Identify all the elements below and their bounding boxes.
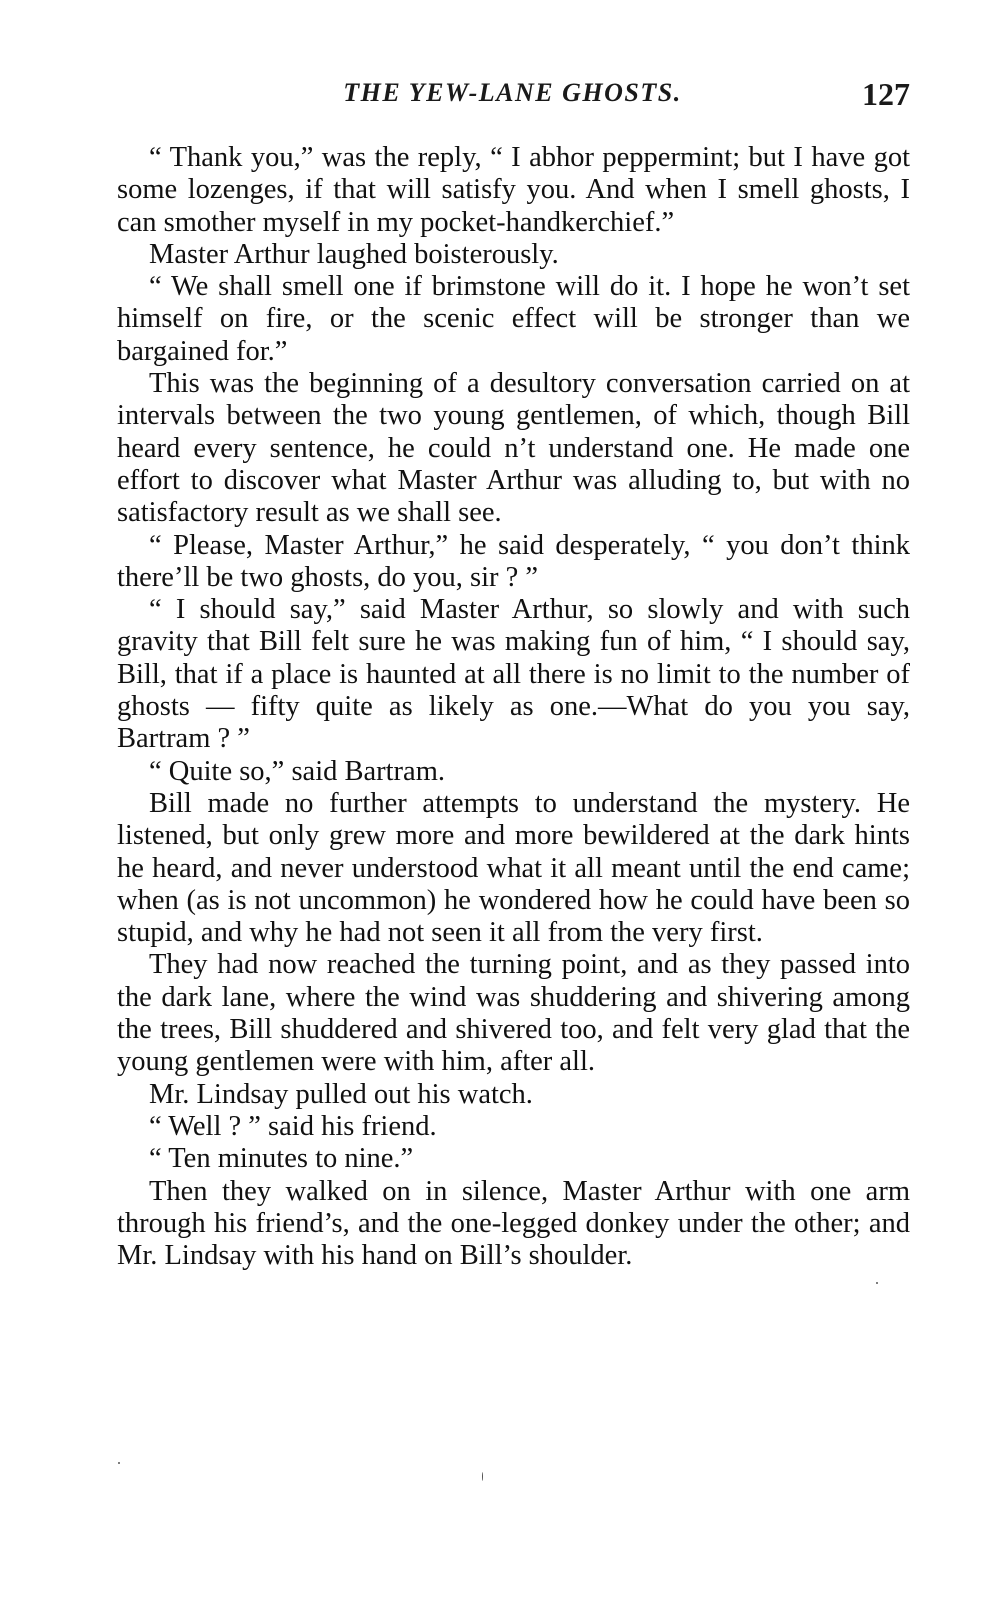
paragraph: “ We shall smell one if brimstone will do it. I hope he won’t set himself on fire, or the scenic effect will be stronger than we bargained for.” xyxy=(117,271,910,367)
paragraph: Mr. Lindsay pulled out his watch. xyxy=(149,1078,533,1110)
paragraph: “ I should say,” said Master Arthur, so slowly and with such gravity that Bill felt sure he was making fun of him, “ I should say, Bill, that if a place is haunted at all there is no limit to the number of ghosts — fifty quite as likely as one.—What do you you say, Bartram ? ” xyxy=(117,594,910,755)
paragraph: “ Thank you,” was the reply, “ I abhor peppermint; but I have got some lozenges, if that will satisfy you. And when I smell ghosts, I can smother myself in my pocket-handkerchief.” xyxy=(117,142,910,238)
body-text xyxy=(117,142,910,1272)
paragraph: Master Arthur laughed boisterously. xyxy=(149,238,559,270)
running-head xyxy=(115,72,910,112)
print-speck xyxy=(876,1282,878,1284)
paragraph: Then they walked on in silence, Master Arthur with one arm through his friend’s, and the one-legged donkey under the other; and Mr. Lindsay with his hand on Bill’s shoulder. xyxy=(117,1175,910,1272)
paragraph: “ Ten minutes to nine.” xyxy=(149,1143,414,1175)
paragraph: This was the beginning of a desultory conversation carried on at intervals between the two young gentlemen, of which, though Bill heard every sentence, he could n’t understand one. He made one effort to discover what Master Arthur was alluding to, but with no satisfactory result as we shall see. xyxy=(117,368,910,529)
paragraph: They had now reached the turning point, and as they passed into the dark lane, where the wind was shuddering and shivering among the trees, Bill shuddered and shivered too, and felt very glad that the young gentlemen were with him, after all. xyxy=(117,949,910,1078)
page-number: 127 xyxy=(862,76,910,112)
print-speck xyxy=(118,1462,120,1464)
paragraph: “ Quite so,” said Bartram. xyxy=(149,755,445,787)
running-title: THE YEW-LANE GHOSTS. xyxy=(343,78,682,107)
print-speck xyxy=(482,1472,483,1481)
paragraph: Bill made no further attempts to understand the mystery. He listened, but only grew more and more bewildered at the dark hints he heard, and never understood what it all meant until the end came; when (as is not uncommon) he wondered how he could have been so stupid, and why he had not seen it all from the very first. xyxy=(117,787,910,949)
paragraph: “ Well ? ” said his friend. xyxy=(149,1110,437,1142)
paragraph: “ Please, Master Arthur,” he said desperately, “ you don’t think there’ll be two ghosts, do you, sir ? ” xyxy=(117,529,910,593)
